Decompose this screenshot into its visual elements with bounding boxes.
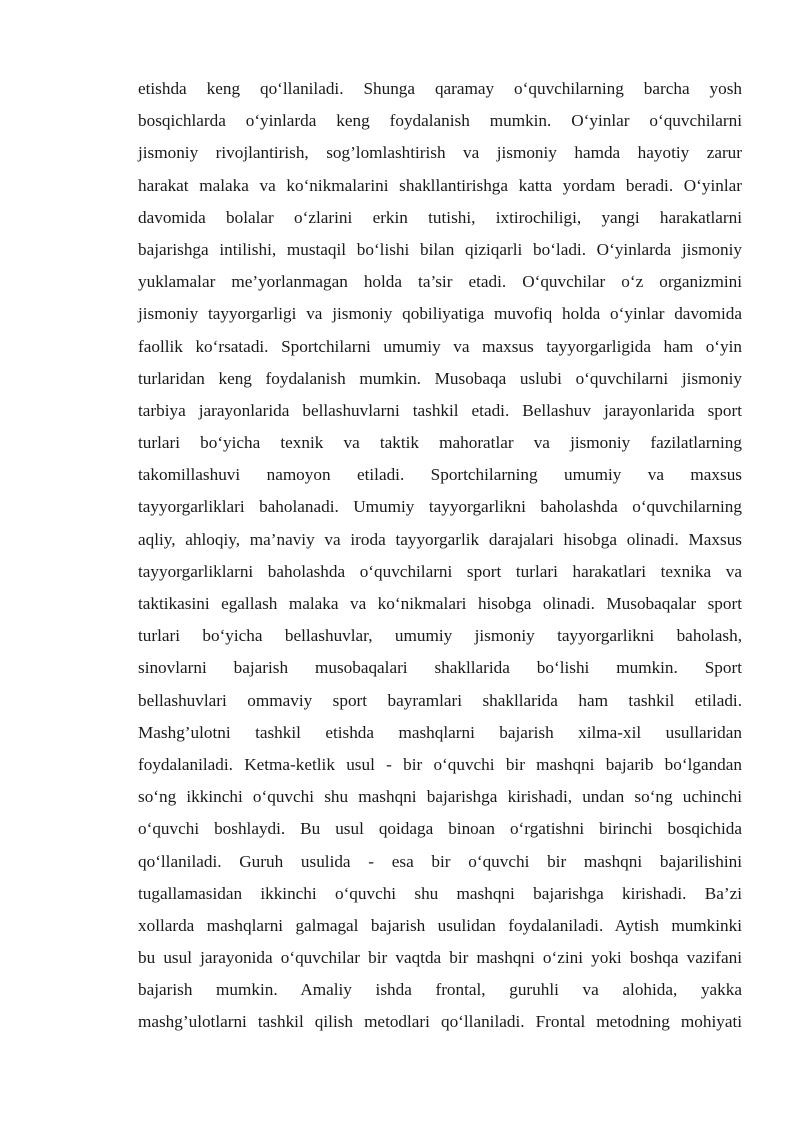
text-line: bu usul jarayonida o‘quvchilar bir vaqtda bir mashqni o‘zini yoki boshqa vazifani xyxy=(138,948,742,968)
text-line: xollarda mashqlarni galmagal bajarish usulidan foydalaniladi. Aytish mumkinki xyxy=(138,915,742,935)
text-line: bajarish mumkin. Amaliy ishda frontal, guruhli va alohida, yakka xyxy=(138,980,742,1000)
text-line: yuklamalar me’yorlanmagan holda ta’sir etadi. O‘quvchilar o‘z organizmini xyxy=(138,272,742,292)
text-line: so‘ng ikkinchi o‘quvchi shu mashqni bajarishga kirishadi, undan so‘ng uchinchi xyxy=(138,787,742,807)
text-line: foydalaniladi. Ketma-ketlik usul - bir o‘quvchi bir mashqni bajarib bo‘lgandan xyxy=(138,754,742,774)
text-line: sinovlarni bajarish musobaqalari shakllarida bo‘lishi mumkin. Sport xyxy=(138,658,742,678)
text-line: faollik ko‘rsatadi. Sportchilarni umumiy va maxsus tayyorgarligida ham o‘yin xyxy=(138,336,742,356)
text-line: turlari bo‘yicha texnik va taktik mahoratlar va jismoniy fazilatlarning xyxy=(138,433,742,453)
text-line: o‘quvchi boshlaydi. Bu usul qoidaga binoan o‘rgatishni birinchi bosqichida xyxy=(138,819,742,839)
text-line: aqliy, ahloqiy, ma’naviy va iroda tayyorgarlik darajalari hisobga olinadi. Maxsus xyxy=(138,529,742,549)
body-paragraph xyxy=(138,73,742,1039)
text-line: tarbiya jarayonlarida bellashuvlarni tashkil etadi. Bellashuv jarayonlarida sport xyxy=(138,400,742,420)
text-line: taktikasini egallash malaka va ko‘nikmalari hisobga olinadi. Musobaqalar sport xyxy=(138,594,742,613)
text-line: harakat malaka va ko‘nikmalarini shakllantirishga katta yordam beradi. O‘yinlar xyxy=(138,175,742,195)
text-line: tayyorgarliklarni baholashda o‘quvchilarni sport turlari harakatlari texnika va xyxy=(138,561,742,581)
text-line: turlari bo‘yicha bellashuvlar, umumiy jismoniy tayyorgarlikni baholash, xyxy=(138,626,742,646)
text-line: takomillashuvi namoyon etiladi. Sportchilarning umumiy va maxsus xyxy=(138,465,742,485)
text-line: Mashg’ulotni tashkil etishda mashqlarni bajarish xilma-xil usullaridan xyxy=(138,722,742,742)
text-line: jismoniy tayyorgarligi va jismoniy qobiliyatiga muvofiq holda o‘yinlar davomida xyxy=(138,304,742,324)
text-line: bosqichlarda o‘yinlarda keng foydalanish mumkin. O‘yinlar o‘quvchilarni xyxy=(138,111,742,131)
text-line: bellashuvlari ommaviy sport bayramlari shakllarida ham tashkil etiladi. xyxy=(138,690,742,710)
text-line: mashg’ulotlarni tashkil qilish metodlari qo‘llaniladi. Frontal metodning mohiyati xyxy=(138,1012,742,1032)
text-line: jismoniy rivojlantirish, sog’lomlashtirish va jismoniy hamda hayotiy zarur xyxy=(138,143,742,163)
text-line: tayyorgarliklari baholanadi. Umumiy tayyorgarlikni baholashda o‘quvchilarning xyxy=(138,497,742,517)
text-line: davomida bolalar o‘zlarini erkin tutishi, ixtirochiligi, yangi harakatlarni xyxy=(138,207,742,227)
text-line: qo‘llaniladi. Guruh usulida - esa bir o‘quvchi bir mashqni bajarilishini xyxy=(138,851,742,871)
text-line: etishda keng qo‘llaniladi. Shunga qaramay o‘quvchilarning barcha yosh xyxy=(138,79,742,98)
text-line: bajarishga intilishi, mustaqil bo‘lishi bilan qiziqarli bo‘ladi. O‘yinlarda jismoniy xyxy=(138,239,742,259)
text-line: turlaridan keng foydalanish mumkin. Musobaqa uslubi o‘quvchilarni jismoniy xyxy=(138,368,742,388)
text-line: tugallamasidan ikkinchi o‘quvchi shu mashqni bajarishga kirishadi. Ba’zi xyxy=(138,883,742,903)
